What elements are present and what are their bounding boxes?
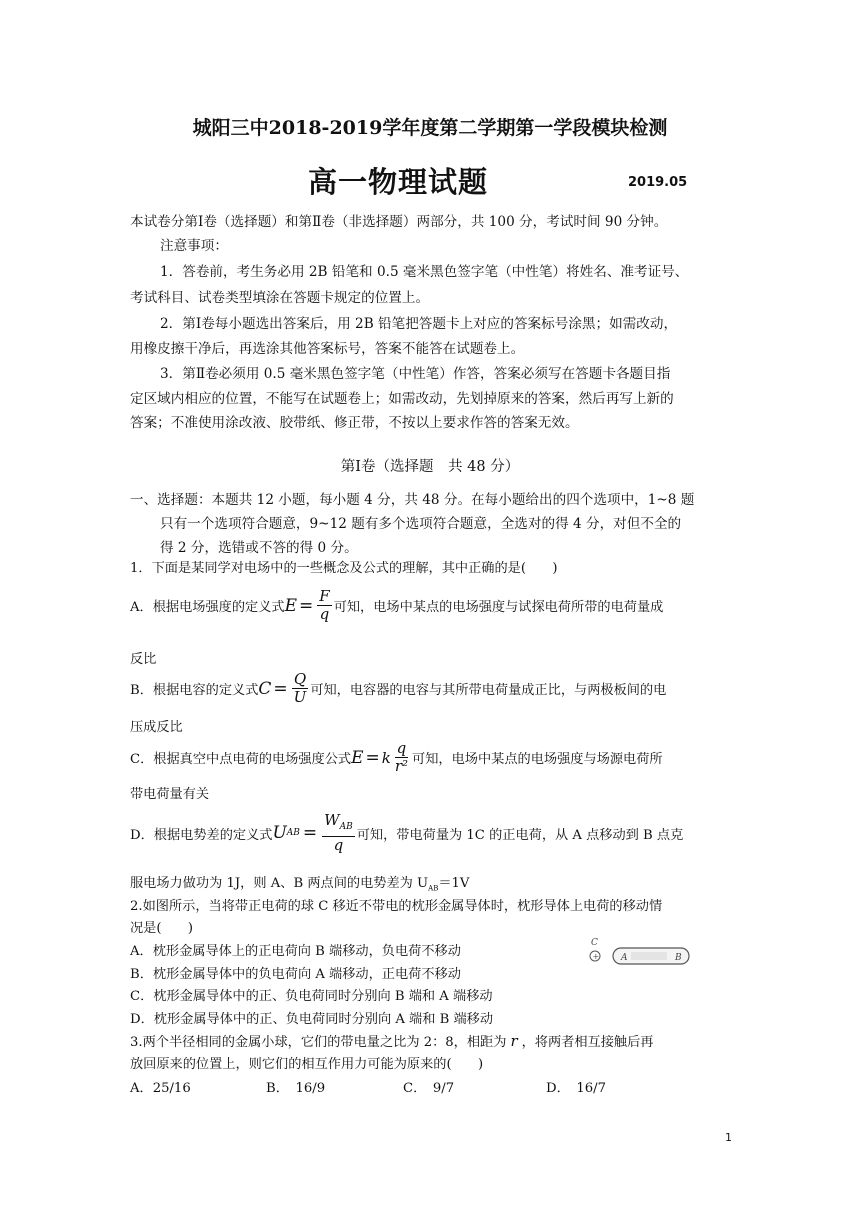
notice-item-2-cont: 用橡皮擦干净后，再选涂其他答案标号，答案不能答在试题卷上。 bbox=[130, 341, 525, 357]
exam-date: 2019.05 bbox=[628, 175, 688, 190]
figure-label-c: C bbox=[591, 938, 598, 948]
q3-stem-cont: 放回原来的位置上，则它们的相互作用力可能为原来的( ) bbox=[130, 1057, 484, 1072]
q1-option-d-cont: 服电场力做功为 1J，则 A、B 两点间的电势差为 $U_{AB}=1V$ bbox=[130, 876, 470, 893]
notice-heading: 注意事项： bbox=[160, 238, 228, 254]
formula-fraction: $\frac{q}{\text{r²}}$ bbox=[394, 739, 409, 775]
q1-option-a-cont: 反比 bbox=[130, 652, 157, 667]
q2-stem-cont: 况是( ) bbox=[130, 921, 194, 936]
q1-option-b-cont: 压成反比 bbox=[130, 720, 183, 735]
svg-text:+: + bbox=[592, 952, 600, 961]
notice-item-3-cont1: 定区域内相应的位置，不能写在试题卷上；如需改动，先划掉原来的答案，然后再写上新的 bbox=[130, 391, 674, 407]
q2-option-a: A．枕形金属导体上的正电荷向 B 端移动，负电荷不移动 bbox=[130, 944, 461, 959]
q3-option-c: C． 9/7 bbox=[403, 1081, 455, 1096]
q2-option-c: C．枕形金属导体中的正、负电荷同时分别向 B 端和 A 端移动 bbox=[130, 989, 493, 1004]
formula-fraction: $\frac{Q}{U}$ bbox=[293, 670, 307, 706]
q2-option-d: D．枕形金属导体中的正、负电荷同时分别向 A 端和 B 端移动 bbox=[130, 1012, 494, 1027]
figure-label-b: B bbox=[675, 953, 682, 963]
section-directions-3: 得 2 分，选错或不答的得 0 分。 bbox=[160, 540, 358, 556]
notice-item-3-cont2: 答案；不准使用涂改液、胶带纸、修正带，不按以上要求作答的答案无效。 bbox=[130, 415, 579, 431]
formula-fraction: $\frac{F}{q}$ bbox=[319, 587, 330, 623]
q1-option-b: B．根据电容的定义式 C = $\frac{Q}{U}$ 可知，电容器的电容与其所带电荷量成正比，与两极板间的电 bbox=[130, 670, 667, 706]
q3-option-b: B． 16/9 bbox=[266, 1081, 326, 1096]
notice-item-1: 1．答卷前，考生务必用 2B 铅笔和 0.5 毫米黑色签字笔（中性笔）将姓名、准考证号、 bbox=[160, 264, 689, 280]
pillow-conductor-figure bbox=[585, 937, 695, 977]
q3-stem: 3.两个半径相同的金属小球，它们的带电量之比为 2：8，相距为 r ，将两者相互接触后再 bbox=[130, 1032, 654, 1050]
q3-option-d: D． 16/7 bbox=[546, 1081, 606, 1096]
q1-option-c: C．根据真空中点电荷的电场强度公式 E = k $\frac{q}{\text{r²}}$ 可知，电场中某点的电场强度与场源电荷所 bbox=[130, 739, 663, 775]
exam-title: 城阳三中2018-2019学年度第二学期第一学段模块检测 bbox=[192, 117, 668, 139]
q1-stem: 1．下面是某同学对电场中的一些概念及公式的理解，其中正确的是( ) bbox=[130, 561, 558, 576]
q3-option-a: A．25/16 bbox=[130, 1081, 191, 1096]
q1-option-c-cont: 带电荷量有关 bbox=[130, 787, 210, 802]
q1-option-a: A．根据电场强度的定义式 E = $\frac{F}{q}$ 可知，电场中某点的电场强度与试探电荷所带的电荷量成 bbox=[130, 587, 664, 623]
section-directions-1: 一、选择题：本题共 12 小题，每小题 4 分，共 48 分。在每小题给出的四个选项中，1~8 题 bbox=[130, 492, 695, 508]
notice-item-1-cont: 考试科目、试卷类型填涂在答题卡规定的位置上。 bbox=[130, 290, 430, 306]
figure-label-a: A bbox=[621, 953, 628, 963]
formula-fraction: $\frac{W_{AB}}{q}$ bbox=[324, 811, 353, 854]
q2-option-b: B．枕形金属导体中的负电荷向 A 端移动，正电荷不移动 bbox=[130, 967, 461, 982]
intro-line: 本试卷分第Ⅰ卷（选择题）和第Ⅱ卷（非选择题）两部分，共 100 分，考试时间 90 分钟。 bbox=[130, 214, 668, 230]
exam-subject: 高一物理试题 bbox=[308, 165, 489, 199]
page-number: 1 bbox=[725, 1131, 732, 1144]
q1-option-d: D．根据电势差的定义式 U AB = $\frac{W_{AB}}{q}$ 可知，带电荷量为 1C 的正电荷，从 A 点移动到 B 点克 bbox=[130, 811, 684, 854]
q2-stem: 2.如图所示，当将带正电荷的球 C 移近不带电的枕形金属导体时，枕形导体上电荷的移动情 bbox=[130, 899, 663, 914]
notice-item-3: 3．第Ⅱ卷必须用 0.5 毫米黑色签字笔（中性笔）作答，答案必须写在答题卡各题目指 bbox=[160, 366, 671, 382]
formula-lhs: E bbox=[284, 595, 298, 616]
notice-item-2: 2．第Ⅰ卷每小题选出答案后，用 2B 铅笔把答题卡上对应的答案标号涂黑；如需改动， bbox=[160, 316, 678, 332]
section-directions-2: 只有一个选项符合题意，9~12 题有多个选项符合题意，全选对的得 4 分，对但不全的 bbox=[160, 516, 682, 532]
section-title: 第Ⅰ卷（选择题 共 48 分） bbox=[340, 459, 520, 475]
